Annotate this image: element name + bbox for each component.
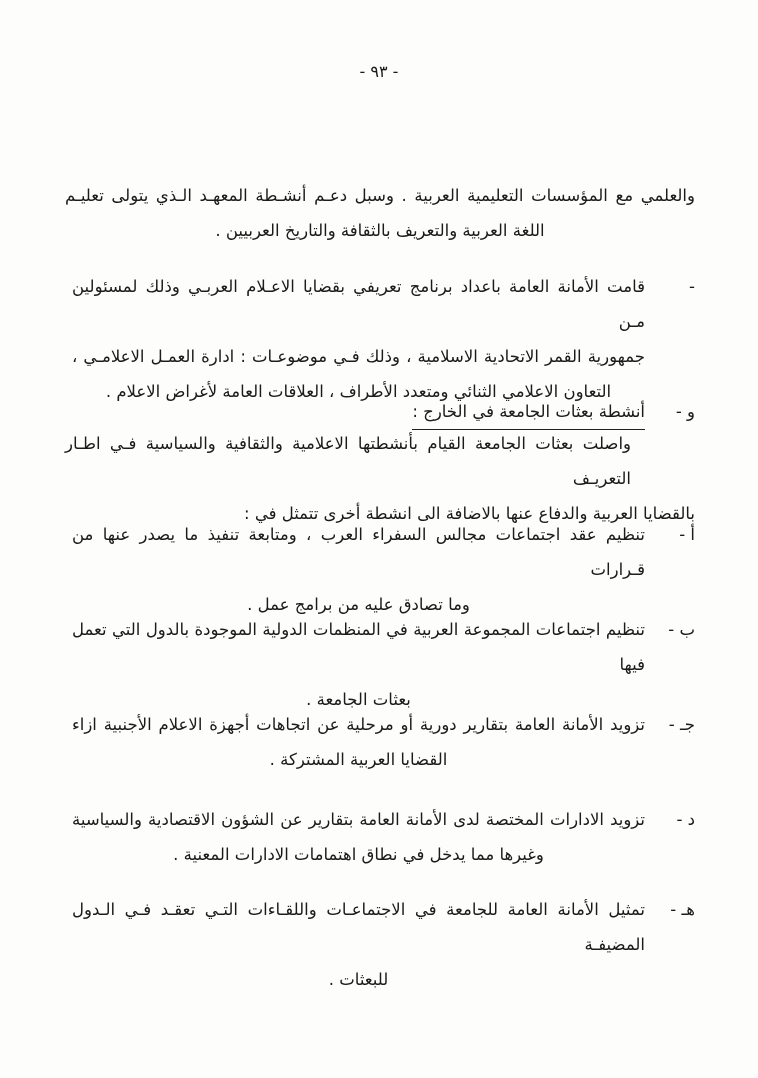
section-heading-row <box>72 394 695 430</box>
paragraph-line: جمهورية القمر الاتحادية الاسلامية ، وذلك فـي موضوعـات : ادارة العمـل الاعلامـي ، <box>72 347 645 366</box>
list-item-line: للبعثات . <box>328 970 389 989</box>
list-item-line: تزويد الادارات المختصة لدى الأمانة العامة بتقارير عن الشؤون الاقتصادية والسياسية <box>72 810 645 829</box>
paragraph-line: واصلت بعثات الجامعة القيام بأنشطتها الاعلامية والثقافية والسياسية فـي اطـار التعريـف <box>65 434 631 488</box>
paragraph-line: بالقضايا العربية والدفاع عنها بالاضافة الى انشطة أخرى تتمثل في : <box>244 504 695 523</box>
section-title-underlined: أنشطة بعثات الجامعة في الخارج : <box>412 400 645 430</box>
list-item-line: وما تصادق عليه من برامج عمل . <box>247 595 470 614</box>
paragraph-line: اللغة العربية والتعريف بالثقافة والتاريخ العربيين . <box>215 221 545 240</box>
paragraph-line: والعلمي مع المؤسسات التعليمية العربية . وسبل دعـم أنشـطة المعهـد الـذي يتولى تعليـم <box>65 186 695 205</box>
list-item-line: تنظيم عقد اجتماعات مجالس السفراء العرب ، ومتابعة تنفيذ ما يصدر عنها من قـرارات <box>72 525 645 579</box>
paragraph-line: التعاون الاعلامي الثنائي ومتعدد الأطراف ، العلاقات العامة لأغراض الاعلام . <box>105 382 612 401</box>
list-item-line: تنظيم اجتماعات المجموعة العربية في المنظمات الدولية الموجودة بالدول التي تعمل فيها <box>72 620 645 674</box>
list-item-body <box>72 707 645 777</box>
paragraph-line: قامت الأمانة العامة باعداد برنامج تعريفي بقضايا الاعـلام العربـي وذلك لمسئولين مـن <box>72 277 645 331</box>
list-item-alef <box>72 517 695 622</box>
list-item-dal <box>72 802 695 872</box>
list-item-body <box>72 802 645 872</box>
list-item-line: وغيرها مما يدخل في نطاق اهتمامات الادارات المعنية . <box>173 845 544 864</box>
section-letter-marker: و - <box>675 402 695 421</box>
list-item-line: بعثات الجامعة . <box>306 690 411 709</box>
list-item-jeem <box>72 707 695 777</box>
list-marker: أ - <box>679 525 695 544</box>
list-item-body <box>72 892 645 997</box>
list-item-ba <box>72 612 695 717</box>
paragraph-continuation <box>65 178 695 248</box>
section-heading-body <box>72 394 645 430</box>
list-marker: جـ - <box>668 715 695 734</box>
list-marker: ب - <box>668 620 695 639</box>
list-item-line: تمثيل الأمانة العامة للجامعة في الاجتماعـات واللقـاءات التـي تعقـد فـي الـدول المضيفـة <box>72 900 645 954</box>
list-item-body <box>72 517 645 622</box>
list-marker: د - <box>676 810 695 829</box>
paragraph-body <box>72 269 645 409</box>
page-number: - ٩٣ - <box>359 62 399 81</box>
list-item-body <box>72 612 645 717</box>
section-intro-paragraph <box>65 426 695 531</box>
dash-marker: - <box>689 277 695 296</box>
list-item-line: القضايا العربية المشتركة . <box>269 750 448 769</box>
list-marker: هـ - <box>670 900 695 919</box>
list-item-ha <box>72 892 695 997</box>
list-item-line: تزويد الأمانة العامة بتقارير دورية أو مرحلية عن اتجاهات أجهزة الاعلام الأجنبية ازاء <box>72 715 645 734</box>
paragraph-dashed <box>72 269 695 409</box>
